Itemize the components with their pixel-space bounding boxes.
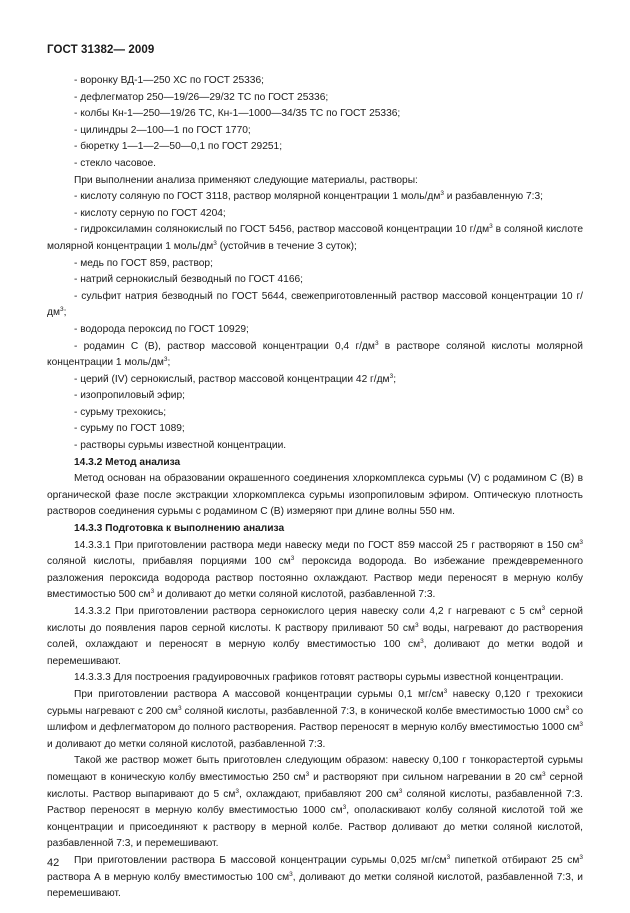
superscript: 3 — [446, 853, 451, 861]
paragraph — [47, 753, 583, 853]
text-run: - колбы Кн-1—250—19/26 ТС, Кн-1—1000—34/35 ТС по ГОСТ 25336; — [74, 108, 401, 120]
text-run: При выполнении анализа применяют следующие материалы, растворы: — [74, 174, 418, 186]
text-run: - изопропиловый эфир; — [74, 390, 185, 402]
paragraph — [47, 222, 583, 255]
paragraph — [47, 339, 583, 372]
text-run: - кислоту серную по ГОСТ 4204; — [74, 207, 226, 219]
text-run: Такой же раствор может быть приготовлен следующим образом: навеску 0,100 г тонкорастертой сурьмы помещают в коническую колбу вместимостью 250 см — [47, 755, 583, 783]
text-run: - кислоту соляную по ГОСТ 3118, раствор молярной концентрации 1 моль/дм — [74, 191, 441, 203]
text-run: серной кислоты. Раствор выпаривают до 5 см — [47, 771, 583, 800]
text-run: При приготовлении раствора Б массовой концентрации сурьмы 0,025 мг/см — [74, 854, 447, 866]
text-run: 14.3.3.3 Для построения градуировочных графиков готовят растворы сурьмы известной концентрации. — [74, 672, 564, 684]
paragraph — [47, 421, 583, 438]
paragraph — [47, 123, 583, 140]
text-run: - церий (IV) сернокислый, раствор массовой концентрации 42 г/дм — [74, 373, 390, 385]
paragraph — [47, 471, 583, 521]
paragraph — [47, 438, 583, 455]
superscript: 3 — [565, 704, 570, 712]
text-run: соляной кислоты, разбавленной 7:3, в конической колбе вместимостью 1000 см — [181, 705, 566, 717]
text-run: в растворе соляной кислоты молярной концентрации 1 моль/дм — [47, 340, 583, 369]
paragraph — [47, 73, 583, 90]
superscript: 3 — [235, 787, 240, 795]
text-run: - водорода пероксид по ГОСТ 10929; — [74, 323, 249, 335]
text-run: , ополаскивают колбу соляной кислотой той же концентрации и присоединяют к раствору в мерной колбе. Раствор доливают до метки соляной кислотой, разбавленной 7:3, и перемешивают. — [47, 805, 583, 850]
text-run: воды, нагревают до растворения солей, охлаждают и переносят в мерную колбу вместимостью 100 см — [47, 622, 584, 651]
document-body — [47, 73, 583, 903]
text-run: - растворы сурьмы известной концентрации. — [74, 440, 287, 452]
superscript: 3 — [290, 555, 295, 563]
text-run: - сульфит натрия безводный по ГОСТ 5644, свежеприготовленный раствор массовой концентрации 10 г/дм — [47, 290, 583, 319]
text-run: раствора А в мерную колбу вместимостью 100 см — [47, 871, 290, 883]
superscript: 3 — [443, 687, 448, 695]
paragraph — [47, 670, 583, 687]
superscript: 3 — [59, 306, 64, 314]
text-run: - стекло часовое. — [74, 157, 156, 169]
text-run: - натрий сернокислый безводный по ГОСТ 4166; — [74, 274, 304, 286]
text-run: - родамин С (В), раствор массовой концентрации 0,4 г/дм — [74, 340, 375, 352]
superscript: 3 — [420, 638, 424, 646]
text-run: - сурьму по ГОСТ 1089; — [74, 423, 185, 435]
superscript: 3 — [541, 605, 546, 612]
superscript: 3 — [177, 704, 182, 712]
text-run: При приготовлении раствора А массовой концентрации сурьмы 0,1 мг/см — [74, 688, 444, 700]
text-run: и растворяют при сильном нагревании в 20 см — [309, 771, 543, 783]
superscript: 3 — [389, 372, 394, 380]
text-run: ; — [167, 357, 171, 369]
text-run: , охлаждают, прибавляют 200 см — [239, 788, 399, 800]
text-run: Метод основан на образовании окрашенного соединения хлоркомплекса сурьмы (V) с родамином С (В) в органической фазе после экстракции хлоркомплекса сурьмы изопропиловым эфиром. Оптическую плотность растворов соединения сурьмы с родамином С (В) измеряют при длине волны 550 нм. — [47, 473, 583, 518]
superscript: 3 — [374, 339, 379, 347]
text-run: 14.3.2 Метод анализа — [74, 456, 181, 468]
paragraph — [47, 538, 583, 604]
superscript: 3 — [289, 870, 293, 878]
document-header: ГОСТ 31382— 2009 — [47, 44, 155, 56]
paragraph — [47, 256, 583, 273]
text-run: (устойчив в течение 3 суток); — [216, 240, 357, 252]
text-run: , доливают до метки соляной кислотой, разбавленной 7:3, и перемешивают. — [47, 871, 583, 900]
text-run: - цилиндры 2—100—1 по ГОСТ 1770; — [74, 124, 251, 136]
text-run: - сурьму трехокись; — [74, 406, 167, 418]
paragraph — [47, 388, 583, 405]
paragraph — [47, 189, 583, 206]
text-run: - дефлегматор 250—19/26—29/32 ТС по ГОСТ 25336; — [74, 91, 329, 103]
paragraph — [47, 139, 583, 156]
superscript: 3 — [305, 770, 310, 778]
text-run: - гидроксиламин солянокислый по ГОСТ 5456, раствор массовой концентрации 10 г/дм — [74, 224, 490, 236]
text-run: - бюретку 1—1—2—50—0,1 по ГОСТ 29251; — [74, 141, 283, 153]
text-run: и доливают до метки соляной кислотой, разбавленной 7:3. — [154, 589, 436, 601]
paragraph — [47, 322, 583, 339]
paragraph — [47, 687, 583, 753]
paragraph — [47, 853, 583, 903]
superscript: 3 — [579, 853, 584, 861]
paragraph — [47, 272, 583, 289]
text-run: и разбавленную 7:3; — [443, 191, 543, 203]
paragraph — [47, 156, 583, 173]
superscript: 3 — [579, 721, 583, 729]
text-run: 14.3.3.2 При приготовлении раствора сернокислого церия навеску соли 4,2 г нагревают с 5 см — [74, 606, 542, 617]
superscript: 3 — [398, 787, 403, 795]
text-run: пероксида водорода. Во избежание преждевременного разложения пероксида водорода раствор постоянно охлаждают. Раствор меди переносят в мерную колбу вместимостью 500 см — [47, 556, 583, 601]
text-run: со шлифом и дефлегматором до полного растворения. Раствор переносят в мерную колбу вместимостью 1000 см — [47, 705, 583, 734]
text-run: серной кислоты до появления паров серной кислоты. К раствору приливают 50 см — [47, 606, 583, 634]
text-run: , доливают до метки водой и перемешивают. — [47, 639, 583, 667]
page-number: 42 — [47, 857, 60, 869]
text-run: 14.3.3 Подготовка к выполнению анализа — [74, 523, 285, 535]
superscript: 3 — [342, 804, 347, 812]
text-run: - медь по ГОСТ 859, раствор; — [74, 257, 213, 269]
paragraph — [47, 173, 583, 190]
paragraph — [47, 372, 583, 389]
superscript: 3 — [163, 356, 168, 364]
text-run: пипеткой отбирают 25 см — [450, 854, 580, 866]
text-run: - воронку ВД-1—250 ХС по ГОСТ 25336; — [74, 75, 264, 86]
text-run: в соляной кислоте молярной концентрации 1 моль/дм — [47, 224, 583, 252]
superscript: 3 — [489, 223, 493, 231]
paragraph — [47, 90, 583, 107]
section-heading — [47, 455, 583, 472]
superscript: 3 — [579, 538, 583, 546]
text-run: ; — [393, 373, 397, 385]
text-run: и доливают до метки соляной кислотой, разбавленной 7:3. — [47, 738, 326, 750]
paragraph — [47, 405, 583, 422]
superscript: 3 — [542, 770, 546, 778]
superscript: 3 — [440, 190, 444, 198]
paragraph — [47, 206, 583, 223]
section-heading — [47, 521, 583, 538]
text-run: 14.3.3.1 При приготовлении раствора меди навеску меди по ГОСТ 859 массой 25 г растворяют в 150 см — [74, 539, 580, 551]
paragraph — [47, 106, 583, 123]
superscript: 3 — [213, 239, 217, 247]
superscript: 3 — [415, 621, 419, 629]
text-run: соляной кислоты, прибавляя порциями 100 см — [47, 556, 291, 568]
paragraph — [47, 604, 583, 670]
text-run: ; — [63, 307, 67, 319]
text-run: навеску 0,120 г трехокиси сурьмы нагревают с 200 см — [47, 688, 583, 717]
superscript: 3 — [150, 588, 155, 596]
text-run: соляной кислоты, разбавленной 7:3. Раствор переносят в мерную колбу вместимостью 1000 см — [47, 788, 584, 817]
paragraph — [47, 289, 583, 322]
